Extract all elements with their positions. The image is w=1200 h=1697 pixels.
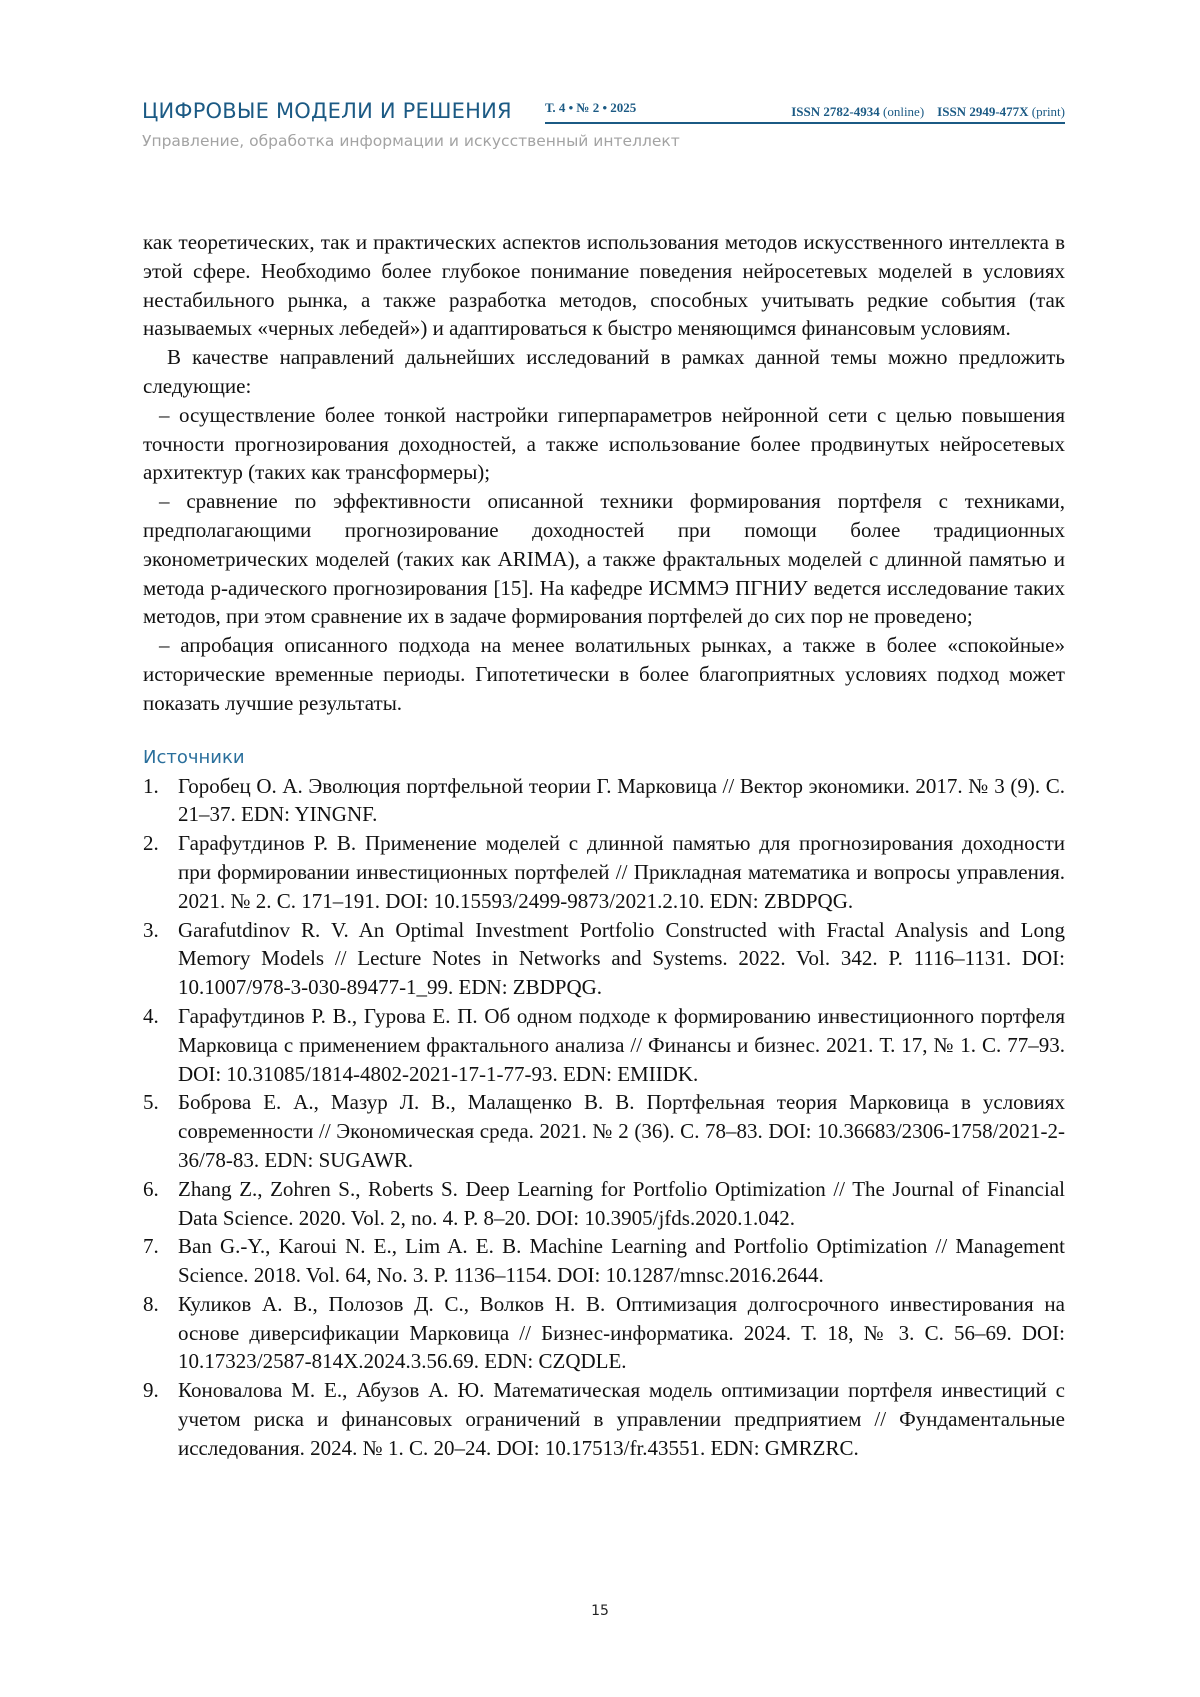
reference-number: 9. xyxy=(143,1378,159,1403)
reference-text: Горобец О. А. Эволюция портфельной теории Г. Марковица // Вектор экономики. 2017. № 3 (9). С. 21–37. EDN: YINGNF. xyxy=(178,773,1065,827)
references-heading: Источники xyxy=(143,746,245,768)
list-item: – осуществление более тонкой настройки гиперпараметров нейронной сети с целью повышения точности прогнозирования доходностей, а также использование более продвинутых нейросетевых архитектур (таких как трансформеры); xyxy=(143,402,1065,485)
reference-text: Коновалова М. Е., Абузов А. Ю. Математическая модель оптимизации портфеля инвестиций с учетом риска и финансовых ограничений в управлении предприятием // Фундаментальные исследования. 2024. № 1. С. 20–24. DOI: 10.17513/fr.43551. EDN: GMRZRC. xyxy=(178,1378,1065,1460)
list-item: – сравнение по эффективности описанной техники формирования портфеля с техниками, предполагающими прогнозирование доходностей при помощи более традиционных эконометрических моделей (таких как ARIMA), а также фрактальных моделей с длинной памятью и метода p-адического прогнозирования [15]. На кафедре ИСММЭ ПГНИУ ведется исследование таких методов, при этом сравнение их в задаче формирования портфелей до сих пор не проведено; xyxy=(143,489,1065,629)
reference-item xyxy=(143,1175,1065,1233)
header-rule xyxy=(545,122,1065,124)
reference-item xyxy=(143,916,1065,1002)
reference-text: Zhang Z., Zohren S., Roberts S. Deep Learning for Portfolio Optimization // The Journal of Financial Data Science. 2020. Vol. 2, no. 4. P. 8–20. DOI: 10.3905/jfds.2020.1.042. xyxy=(178,1176,1065,1230)
reference-text: Боброва Е. А., Мазур Л. В., Малащенко В. В. Портфельная теория Марковица в условиях современности // Экономическая среда. 2021. № 2 (36). С. 78–83. DOI: 10.36683/2306-1758/2021-2-36/78-83. EDN: SUGAWR. xyxy=(178,1090,1065,1172)
references-list xyxy=(143,772,1065,1463)
article-body xyxy=(143,228,1065,1463)
reference-item xyxy=(143,1290,1065,1376)
reference-item xyxy=(143,772,1065,830)
journal-subtitle: Управление, обработка информации и искусственный интеллект xyxy=(142,132,680,150)
reference-number: 7. xyxy=(143,1234,159,1259)
issn-print: ISSN 2949-477X xyxy=(937,104,1029,119)
reference-text: Garafutdinov R. V. An Optimal Investment Portfolio Constructed with Fractal Analysis and Long Memory Models // Lecture Notes in Networks and Systems. 2022. Vol. 342. P. 1116–1131. DOI: 10.1007/978-3-030-89477-1_99. EDN: ZBDPQG. xyxy=(178,917,1065,1000)
reference-number: 8. xyxy=(143,1291,159,1316)
reference-text: Гарафутдинов Р. В. Применение моделей с длинной памятью для прогнозирования доходности при формировании инвестиционных портфелей // Прикладная математика и вопросы управления. 2021. № 2. С. 171–191. DOI: 10.15593/2499-9873/2021.2.10. EDN: ZBDPQG. xyxy=(178,831,1065,913)
reference-text: Гарафутдинов Р. В., Гурова Е. П. Об одном подходе к формированию инвестиционного портфеля Марковица с применением фрактального анализа // Финансы и бизнес. 2021. Т. 17, № 1. С. 77–93. DOI: 10.31085/1814-4802-2021-17-1-77-93. EDN: EMIIDK. xyxy=(178,1003,1065,1086)
paragraph: В качестве направлений дальнейших исследований в рамках данной темы можно предложить следующие: xyxy=(143,345,1065,398)
reference-item xyxy=(143,1002,1065,1088)
issn-online: ISSN 2782-4934 xyxy=(791,104,880,119)
reference-number: 6. xyxy=(143,1176,159,1201)
journal-title: ЦИФРОВЫЕ МОДЕЛИ И РЕШЕНИЯ xyxy=(142,99,512,123)
page-number: 15 xyxy=(591,1603,609,1619)
reference-text: Куликов А. В., Полозов Д. С., Волков Н. В. Оптимизация долгосрочного инвестирования на основе диверсификации Марковица // Бизнес-информатика. 2024. Т. 18, № 3. С. 56–69. DOI: 10.17323/2587-814X.2024.3.56.69. EDN: CZQDLE. xyxy=(178,1291,1065,1374)
reference-number: 4. xyxy=(143,1003,159,1028)
reference-item xyxy=(143,1376,1065,1462)
issn-print-suffix: (print) xyxy=(1028,104,1065,119)
reference-text: Ban G.-Y., Karoui N. E., Lim A. E. B. Machine Learning and Portfolio Optimization // Management Science. 2018. Vol. 64, No. 3. P. 1136–1154. DOI: 10.1287/mnsc.2016.2644. xyxy=(178,1234,1065,1288)
reference-number: 3. xyxy=(143,917,159,942)
paragraph: как теоретических, так и практических аспектов использования методов искусственного интеллекта в этой сфере. Необходимо более глубокое понимание поведения нейросетевых моделей в условиях нестабильного рынка, а также разработка методов, способных учитывать редкие события (так называемых «черных лебедей») и адаптироваться к быстро меняющимся финансовым условиям. xyxy=(143,230,1065,341)
list-item: – апробация описанного подхода на менее волатильных рынках, а также в более «спокойные» исторические временные периоды. Гипотетически в более благоприятных условиях подход может показать лучшие результаты. xyxy=(143,633,1065,715)
reference-item xyxy=(143,1088,1065,1174)
reference-item xyxy=(143,1232,1065,1290)
issn-info xyxy=(791,104,1065,120)
reference-number: 2. xyxy=(143,831,159,856)
reference-item xyxy=(143,829,1065,915)
reference-number: 1. xyxy=(143,773,159,798)
reference-number: 5. xyxy=(143,1090,159,1115)
issue-info: Т. 4 • № 2 • 2025 xyxy=(545,100,637,115)
issn-online-suffix: (online) xyxy=(879,104,925,119)
